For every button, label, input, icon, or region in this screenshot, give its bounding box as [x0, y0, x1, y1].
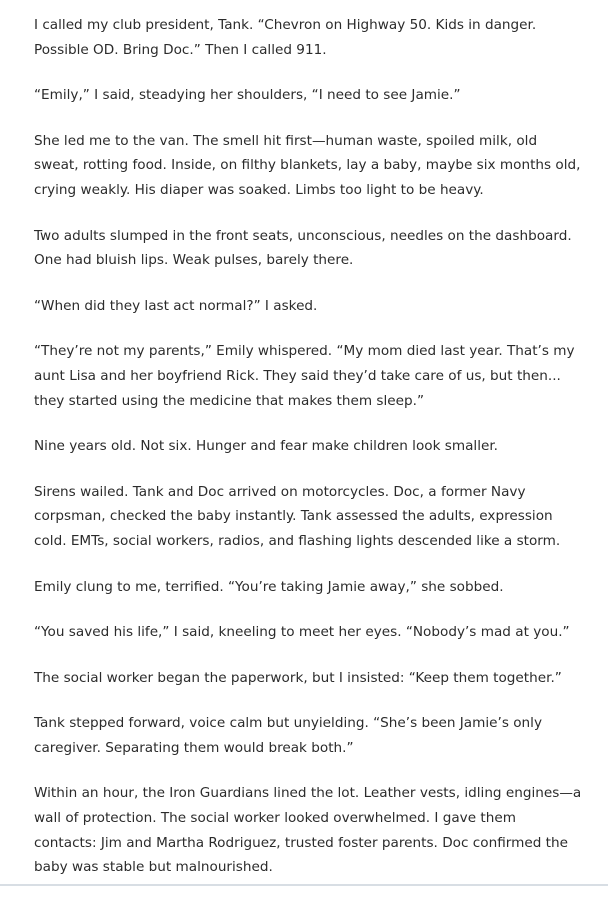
- paragraph-3: She led me to the van. The smell hit first—human waste, spoiled milk, old sweat, rotting food. Inside, on filthy blankets, lay a baby, maybe six months old, crying weakly. His diaper was soaked. Limbs too light to be heavy.: [34, 132, 581, 198]
- paragraph-9: Emily clung to me, terrified. “You’re taking Jamie away,” she sobbed.: [34, 578, 504, 595]
- paragraph-12: Tank stepped forward, voice calm but unyielding. “She’s been Jamie’s only caregiver. Separating them would break both.”: [34, 715, 542, 756]
- paragraph-13: Within an hour, the Iron Guardians lined the lot. Leather vests, idling engines—a wall of protection. The social worker looked overwhelmed. I gave them contacts: Jim and Martha Rodriguez, trusted foster parents. Doc confirmed the baby was stable but malnourished.: [34, 785, 582, 876]
- paragraph-4: Two adults slumped in the front seats, unconscious, needles on the dashboard. One had bluish lips. Weak pulses, barely there.: [34, 227, 572, 269]
- paragraph-11: The social worker began the paperwork, but I insisted: “Keep them together.”: [34, 669, 562, 686]
- paragraph-8: Sirens wailed. Tank and Doc arrived on motorcycles. Doc, a former Navy corpsman, checked the baby instantly. Tank assessed the adults, expression cold. EMTs, social workers, radios, and flashing lights descended like a storm.: [34, 483, 561, 549]
- article-body: [34, 13, 582, 901]
- paragraph-7: Nine years old. Not six. Hunger and fear make children look smaller.: [34, 438, 499, 455]
- paragraph-10: “You saved his life,” I said, kneeling to meet her eyes. “Nobody’s mad at you.”: [34, 624, 570, 641]
- paragraph-2: “Emily,” I said, steadying her shoulders, “I need to see Jamie.”: [34, 87, 461, 104]
- paragraph-1: I called my club president, Tank. “Chevron on Highway 50. Kids in danger. Possible OD. Bring Doc.” Then I called 911.: [34, 17, 537, 58]
- paragraph-5: “When did they last act normal?” I asked.: [34, 297, 318, 314]
- paragraph-6: “They’re not my parents,” Emily whispered. “My mom died last year. That’s my aunt Lisa and her boyfriend Rick. They said they’d take care of us, but then... they started using the medicine that makes them sleep.”: [34, 343, 575, 409]
